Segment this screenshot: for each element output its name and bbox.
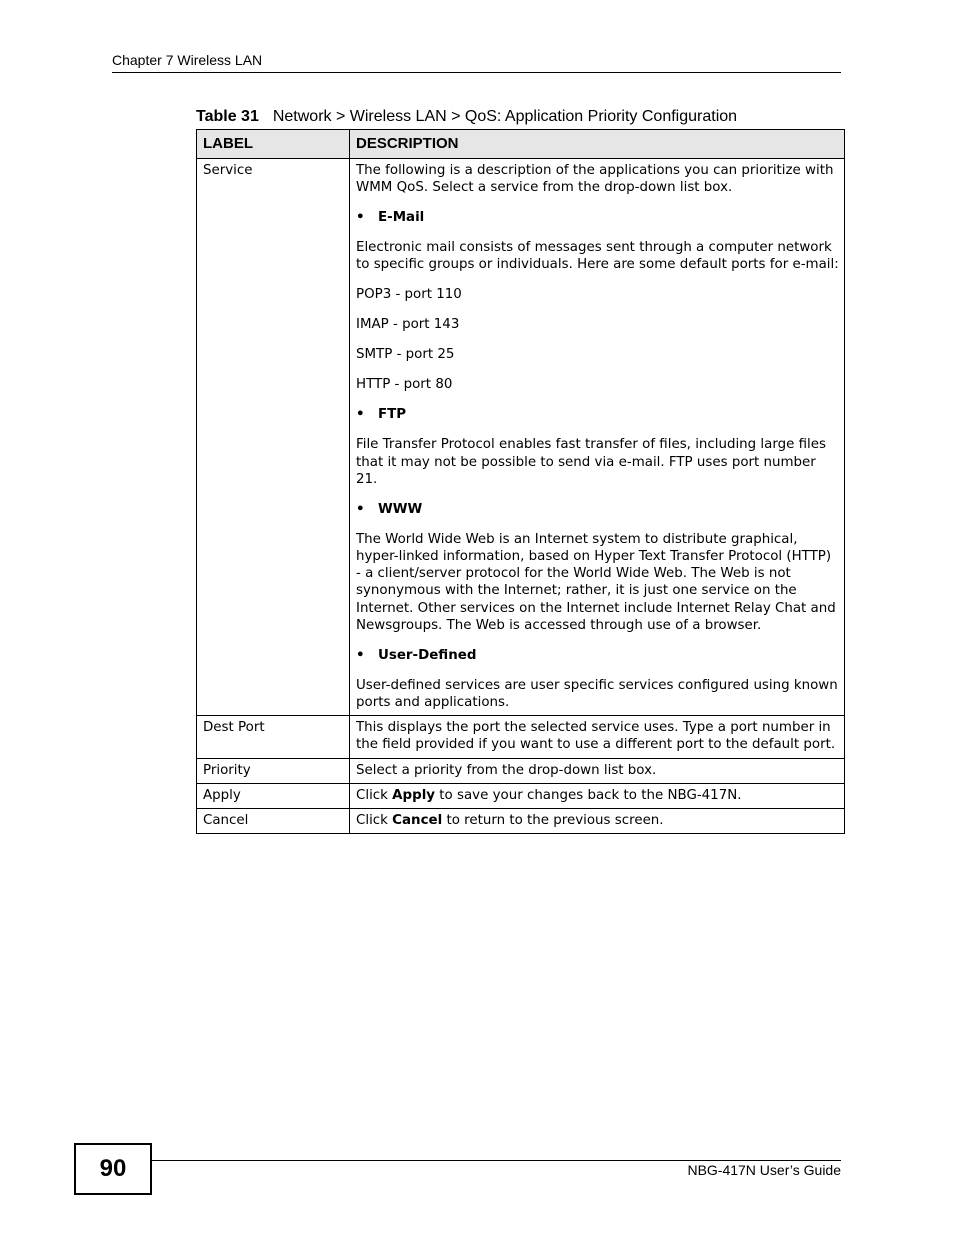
bullet-email-label: E-Mail [378, 210, 425, 226]
bullet-icon: • [356, 210, 365, 226]
column-header-description: DESCRIPTION [350, 130, 845, 159]
row-description-cancel [350, 809, 845, 834]
bullet-ftp [356, 406, 839, 423]
user-defined-description: User-defined services are user specific services configured using known ports and applications. [356, 677, 838, 711]
table-row [197, 159, 845, 716]
table-row [197, 758, 845, 783]
row-label-dest-port: Dest Port [197, 716, 350, 758]
bullet-icon: • [356, 407, 365, 423]
chapter-header: Chapter 7 Wireless LAN [112, 52, 263, 68]
table-title: Network > Wireless LAN > QoS: Application Priority Configuration [272, 108, 738, 125]
row-label-priority: Priority [197, 758, 350, 783]
row-label-apply: Apply [197, 783, 350, 808]
footer-divider [152, 1160, 841, 1161]
port-smtp: SMTP - port 25 [356, 347, 455, 363]
bullet-ftp-label: FTP [378, 407, 407, 423]
row-description-priority: Select a priority from the drop-down list box. [350, 758, 845, 783]
guide-title: NBG-417N User’s Guide [687, 1162, 841, 1178]
cancel-desc-pre: Click [356, 813, 393, 829]
bullet-user-defined-label: User-Defined [378, 647, 477, 663]
email-description: Electronic mail consists of messages sent through a computer network to specific groups or individuals. Here are some default ports for e-mail: [356, 240, 839, 273]
row-description-apply [350, 783, 845, 808]
service-intro: The following is a description of the applications you can prioritize with WMM QoS. Select a service from the drop-down list box. [356, 163, 834, 196]
table-caption [196, 108, 737, 126]
bullet-www-label: WWW [378, 501, 423, 517]
description-table [196, 129, 845, 834]
header-divider [112, 72, 841, 73]
apply-desc-pre: Click [356, 787, 393, 803]
port-pop3: POP3 - port 110 [356, 287, 462, 303]
table-header-row [197, 130, 845, 159]
row-label-service: Service [197, 159, 350, 716]
table-number: Table 31 [196, 108, 259, 125]
row-description-dest-port: This displays the port the selected service uses. Type a port number in the field provided if you want to use a different port to the default port. [350, 716, 845, 758]
row-label-cancel: Cancel [197, 809, 350, 834]
apply-desc-bold: Apply [392, 787, 436, 803]
page-number: 90 [74, 1143, 152, 1195]
cancel-desc-post: to return to the previous screen. [442, 813, 664, 829]
apply-desc-post: to save your changes back to the NBG-417N. [435, 787, 742, 803]
table-row [197, 783, 845, 808]
row-description-service [350, 159, 845, 716]
table-row [197, 716, 845, 758]
port-http: HTTP - port 80 [356, 377, 453, 393]
table-row [197, 809, 845, 834]
ftp-description: File Transfer Protocol enables fast transfer of files, including large files that it may not be possible to send via e-mail. FTP uses port number 21. [356, 437, 826, 487]
port-imap: IMAP - port 143 [356, 317, 460, 333]
column-header-label: LABEL [197, 130, 350, 159]
bullet-email [356, 209, 839, 226]
bullet-icon: • [356, 501, 365, 517]
bullet-icon: • [356, 647, 365, 663]
www-description: The World Wide Web is an Internet system to distribute graphical, hyper-linked information, based on Hyper Text Transfer Protocol (HTTP) - a client/server protocol for the World Wide Web. The Web is not synonymous with the Internet; rather, it is just one service on the Internet. Other services on the Internet include Internet Relay Chat and Newsgroups. The Web is accessed through use of a browser. [356, 531, 836, 633]
bullet-www [356, 501, 839, 518]
cancel-desc-bold: Cancel [392, 813, 443, 829]
bullet-user-defined [356, 647, 839, 664]
